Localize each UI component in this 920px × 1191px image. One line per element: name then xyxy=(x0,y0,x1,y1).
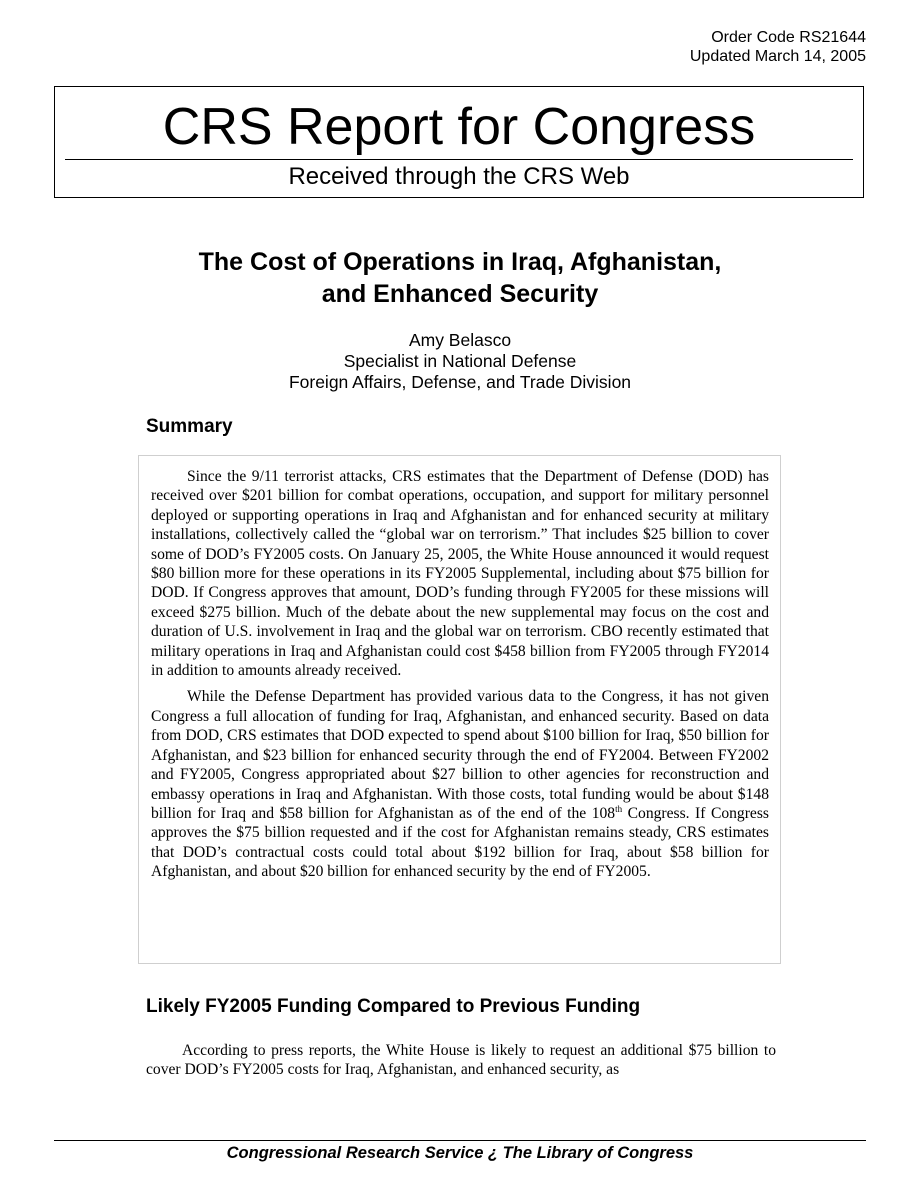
summary-paragraph-2-part1: While the Defense Department has provided various data to the Congress, it has not given Congress a full allocation of funding for Iraq, Afghanistan, and enhanced security. Based on data from DOD, CRS estimates that DOD expected to spend about $100 billion for Iraq, $50 billion for Afghanistan, and $23 billion for enhanced security through the end of FY2004. Between FY2002 and FY2005, Congress appropriated about $27 billion to other agencies for reconstruction and embassy operations in Iraq and Afghanistan. With those costs, total funding would be about $148 billion for Iraq and $58 billion for Afghanistan as of the end of the 108 xyxy=(151,688,769,822)
ordinal-superscript: th xyxy=(615,803,623,814)
report-title-line1: The Cost of Operations in Iraq, Afghanistan, xyxy=(198,248,722,276)
section-heading-funding: Likely FY2005 Funding Compared to Previous Funding xyxy=(146,996,641,1017)
summary-box xyxy=(138,455,781,964)
author-title: Specialist in National Defense xyxy=(343,351,577,371)
footer-text: Congressional Research Service ¿ The Library of Congress xyxy=(226,1144,694,1162)
summary-paragraph-1: Since the 9/11 terrorist attacks, CRS estimates that the Department of Defense (DOD) has received over $201 billion for combat operations, occupation, and support for military personnel deployed or supporting operations in Iraq and Afghanistan and for enhanced security at military installations, collectively called the “global war on terrorism.” That includes $25 billion to cover some of DOD’s FY2005 costs. On January 25, 2005, the White House announced it would request $80 billion more for these operations in its FY2005 Supplemental, including about $75 billion for DOD. If Congress approves that amount, DOD’s funding through FY2005 for these missions will exceed $275 billion. Much of the debate about the new supplemental may focus on the cost and duration of U.S. involvement in Iraq and the global war on terrorism. CBO recently estimated that military operations in Iraq and Afghanistan could cost $458 billion from FY2005 through FY2014 in addition to amounts already received. xyxy=(151,468,769,680)
masthead-subtitle: Received through the CRS Web xyxy=(288,163,630,190)
masthead-title: CRS Report for Congress xyxy=(162,98,756,156)
updated-date: Updated March 14, 2005 xyxy=(689,48,866,65)
summary-paragraph-2 xyxy=(151,687,769,881)
summary-heading: Summary xyxy=(146,416,233,437)
author-name: Amy Belasco xyxy=(408,330,512,350)
footer-rule xyxy=(54,1140,866,1141)
funding-paragraph: According to press reports, the White House is likely to request an additional $75 billion to cover DOD’s FY2005 costs for Iraq, Afghanistan, and enhanced security, as xyxy=(146,1042,776,1079)
order-code-block xyxy=(690,28,866,66)
section-body-funding xyxy=(146,1041,776,1080)
report-title xyxy=(100,246,820,310)
author-division: Foreign Affairs, Defense, and Trade Division xyxy=(288,372,632,392)
order-code: Order Code RS21644 xyxy=(711,29,866,46)
summary-paragraph-2-part2: Congress. If Congress approves the $75 billion requested and if the cost for Afghanistan remains steady, CRS estimates that DOD’s contractual costs could total about $192 billion for Iraq, about $58 billion for Afghanistan, and about $20 billion for enhanced security by the end of FY2005. xyxy=(151,804,769,881)
report-title-line2: and Enhanced Security xyxy=(321,280,599,308)
masthead-rule xyxy=(65,159,853,160)
masthead-box xyxy=(54,86,864,198)
author-block xyxy=(100,330,820,393)
